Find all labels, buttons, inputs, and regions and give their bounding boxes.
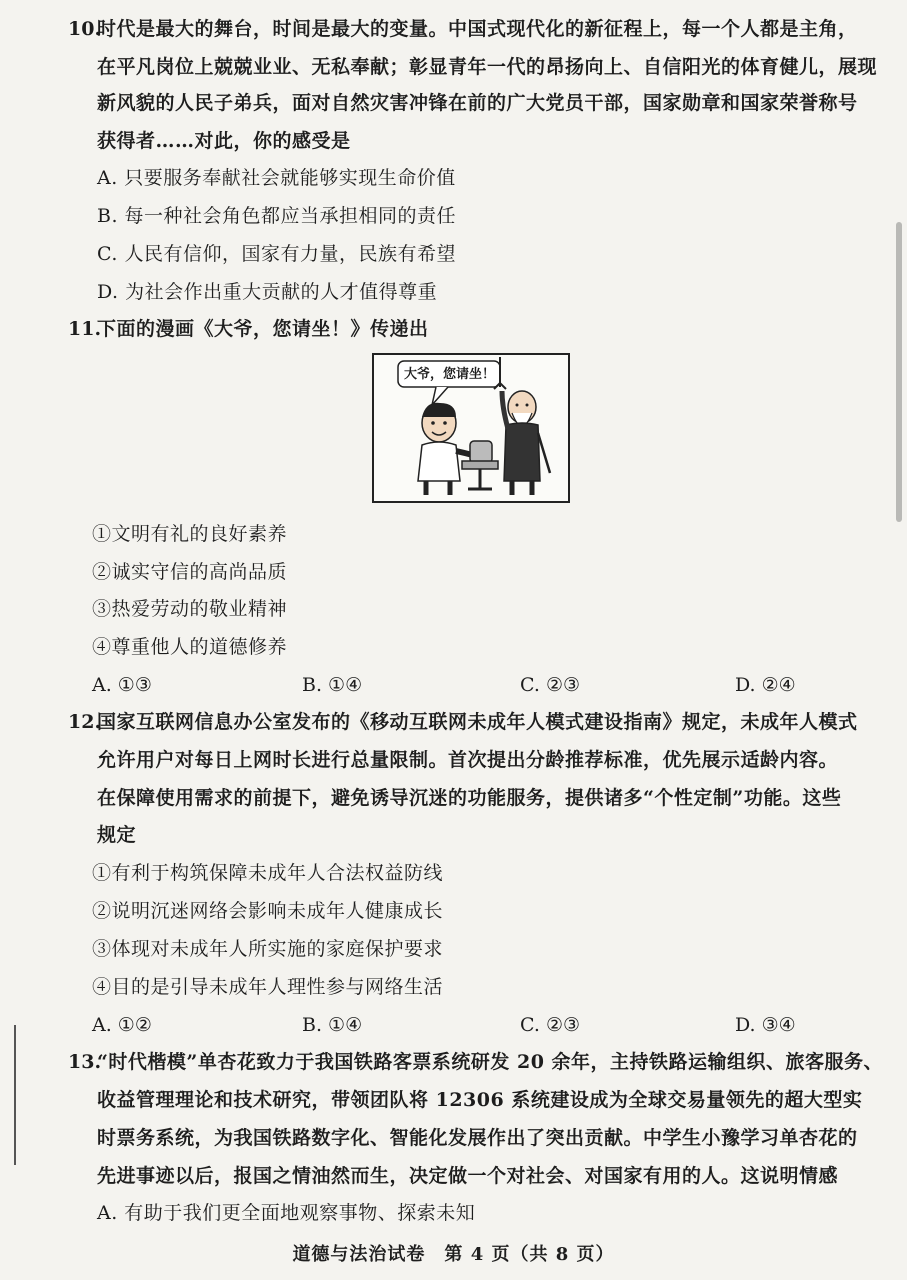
question-line: “时代楷模”单杏花致力于我国铁路客票系统研发 20 余年，主持铁路运输组织、旅客服务、 (97, 1051, 884, 1073)
question-line: 在平凡岗位上兢兢业业、无私奉献；彰显青年一代的昂扬向上、自信阳光的体育健儿，展现 (97, 56, 878, 78)
statement-3: ③热爱劳动的敬业精神 (92, 598, 288, 620)
option-b: B. 每一种社会角色都应当承担相同的责任 (97, 205, 457, 227)
cartoon-image (372, 353, 570, 503)
choice-d: D. ③④ (735, 1014, 796, 1036)
question-line: 在保障使用需求的前提下，避免诱导沉迷的功能服务，提供诸多“个性定制”功能。这些 (97, 787, 842, 809)
question-stem: 下面的漫画《大爷，您请坐！》传递出 (97, 318, 429, 340)
choice-c: C. ②③ (520, 674, 581, 696)
question-line: 时票务系统，为我国铁路数字化、智能化发展作出了突出贡献。中学生小豫学习单杏花的 (97, 1127, 858, 1149)
statement-1: ①有利于构筑保障未成年人合法权益防线 (92, 862, 444, 884)
question-line: 获得者……对此，你的感受是 (97, 130, 351, 152)
statement-2: ②说明沉迷网络会影响未成年人健康成长 (92, 900, 444, 922)
option-a: A. 有助于我们更全面地观察事物、探索未知 (97, 1202, 476, 1224)
question-line: 规定 (97, 824, 137, 846)
option-d: D. 为社会作出重大贡献的人才值得尊重 (97, 281, 438, 303)
choice-d: D. ②④ (735, 674, 796, 696)
statement-4: ④目的是引导未成年人理性参与网络生活 (92, 976, 444, 998)
question-line: 先进事迹以后，报国之情油然而生，决定做一个对社会、对国家有用的人。这说明情感 (97, 1165, 839, 1187)
cartoon-caption: 大爷，您请坐！ (404, 367, 496, 382)
statement-4: ④尊重他人的道德修养 (92, 636, 288, 658)
question-number: 11. (68, 318, 102, 340)
option-c: C. 人民有信仰，国家有力量，民族有希望 (97, 243, 456, 265)
question-number: 13. (68, 1051, 102, 1073)
question-line: 时代是最大的舞台，时间是最大的变量。中国式现代化的新征程上，每一个人都是主角， (97, 18, 858, 40)
scrollbar[interactable] (896, 222, 902, 522)
choice-c: C. ②③ (520, 1014, 581, 1036)
choice-b: B. ①④ (302, 674, 363, 696)
question-line: 收益管理理论和技术研究，带领团队将 12306 系统建设成为全球交易量领先的超大型实 (97, 1089, 863, 1111)
question-line: 国家互联网信息办公室发布的《移动互联网未成年人模式建设指南》规定，未成年人模式 (97, 711, 858, 733)
page-footer: 道德与法治试卷 第 4 页（共 8 页） (292, 1244, 615, 1265)
choice-a: A. ①③ (92, 674, 152, 696)
question-line: 新风貌的人民子弟兵，面对自然灾害冲锋在前的广大党员干部，国家勋章和国家荣誉称号 (97, 92, 858, 114)
question-number: 10. (68, 18, 102, 40)
choice-b: B. ①④ (302, 1014, 363, 1036)
option-a: A. 只要服务奉献社会就能够实现生命价值 (97, 167, 456, 189)
choice-a: A. ①② (92, 1014, 152, 1036)
margin-line (14, 1025, 16, 1165)
question-number: 12. (68, 711, 102, 733)
statement-3: ③体现对未成年人所实施的家庭保护要求 (92, 938, 444, 960)
question-line: 允许用户对每日上网时长进行总量限制。首次提出分龄推荐标准，优先展示适龄内容。 (97, 749, 839, 771)
statement-2: ②诚实守信的高尚品质 (92, 561, 288, 583)
statement-1: ①文明有礼的良好素养 (92, 523, 288, 545)
